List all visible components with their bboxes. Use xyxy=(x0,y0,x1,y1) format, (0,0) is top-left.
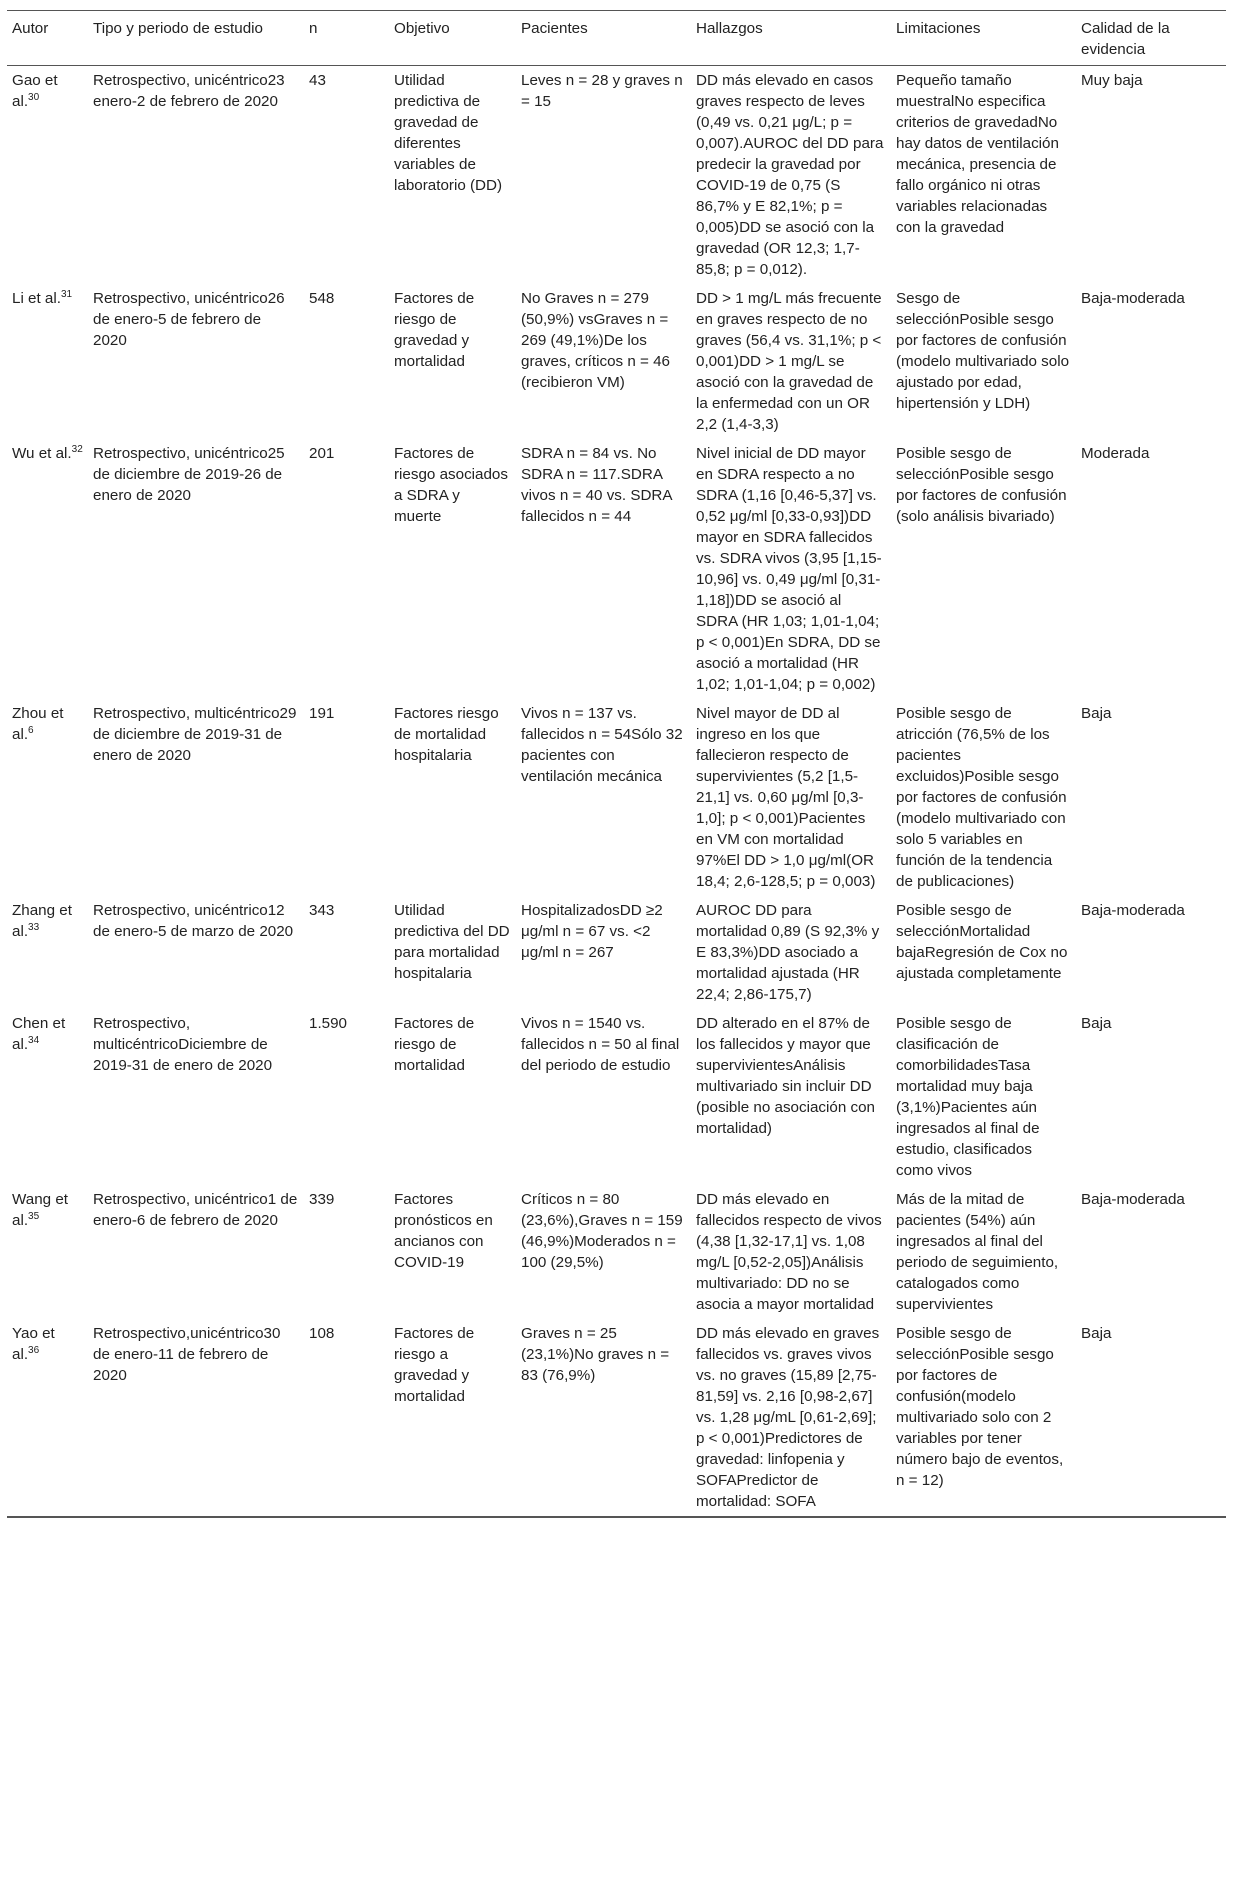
cell-hallazgos: DD alterado en el 87% de los fallecidos y mayor que supervivientesAnálisis multivariado sin incluir DD (posible no asociación con mortalidad) xyxy=(696,1015,875,1137)
cell-autor xyxy=(7,66,88,285)
header-hallazgos: Hallazgos xyxy=(696,20,763,37)
cell-autor xyxy=(7,1319,88,1517)
cell-calidad: Moderada xyxy=(1081,445,1150,462)
reference-number: 32 xyxy=(71,443,83,455)
cell-tipo: Retrospectivo, multicéntrico29 de diciembre de 2019-31 de enero de 2020 xyxy=(93,705,297,764)
cell-calidad: Baja xyxy=(1081,705,1112,722)
cell-calidad: Baja-moderada xyxy=(1081,902,1185,919)
cell-pacientes: Vivos n = 1540 vs. fallecidos n = 50 al final del periodo de estudio xyxy=(521,1015,680,1074)
table-row xyxy=(7,439,1226,699)
cell-objetivo: Factores pronósticos en ancianos con COVID-19 xyxy=(394,1191,493,1271)
cell-calidad: Muy baja xyxy=(1081,72,1143,89)
cell-tipo: Retrospectivo, unicéntrico23 enero-2 de febrero de 2020 xyxy=(93,72,285,110)
reference-number: 34 xyxy=(28,1034,40,1046)
cell-autor xyxy=(7,1009,88,1185)
cell-calidad: Baja-moderada xyxy=(1081,290,1185,307)
cell-pacientes: HospitalizadosDD ≥2 μg/ml n = 67 vs. <2 μg/ml n = 267 xyxy=(521,902,663,961)
cell-limitaciones: Posible sesgo de atricción (76,5% de los pacientes excluidos)Posible sesgo por factores de confusión (modelo multivariado con solo 5 variables en función de la tendencia de publicaciones) xyxy=(896,705,1067,890)
reference-number: 35 xyxy=(28,1210,40,1222)
author-name: Wu et al. xyxy=(12,445,72,462)
header-calidad: Calidad de la evidencia xyxy=(1081,20,1170,58)
cell-tipo: Retrospectivo, unicéntrico25 de diciembre de 2019-26 de enero de 2020 xyxy=(93,445,285,504)
author-name: Wang et al. xyxy=(12,1191,68,1229)
cell-objetivo: Factores de riesgo de mortalidad xyxy=(394,1015,475,1074)
cell-pacientes: SDRA n = 84 vs. No SDRA n = 117.SDRA vivos n = 40 vs. SDRA fallecidos n = 44 xyxy=(521,445,672,525)
cell-pacientes: Graves n = 25 (23,1%)No graves n = 83 (76,9%) xyxy=(521,1325,670,1384)
cell-n: 343 xyxy=(309,902,335,919)
table-row xyxy=(7,1009,1226,1185)
cell-tipo: Retrospectivo, unicéntrico12 de enero-5 de marzo de 2020 xyxy=(93,902,294,940)
cell-calidad: Baja xyxy=(1081,1015,1112,1032)
cell-objetivo: Utilidad predictiva del DD para mortalidad hospitalaria xyxy=(394,902,510,982)
table-header-row xyxy=(7,11,1226,66)
table-row xyxy=(7,66,1226,285)
cell-limitaciones: Pequeño tamaño muestralNo especifica criterios de gravedadNo hay datos de ventilación mecánica, presencia de fallo orgánico ni otras variables relacionadas con la gravedad xyxy=(896,72,1059,236)
cell-tipo: Retrospectivo, multicéntricoDiciembre de 2019-31 de enero de 2020 xyxy=(93,1015,273,1074)
table-row xyxy=(7,1319,1226,1517)
cell-limitaciones: Más de la mitad de pacientes (54%) aún ingresados al final del periodo de seguimiento, catalogados como supervivientes xyxy=(896,1191,1059,1313)
cell-n: 43 xyxy=(309,72,326,89)
header-tipo: Tipo y periodo de estudio xyxy=(93,20,263,37)
reference-number: 36 xyxy=(28,1344,40,1356)
table-row xyxy=(7,1185,1226,1319)
cell-n: 191 xyxy=(309,705,335,722)
cell-calidad: Baja xyxy=(1081,1325,1112,1342)
cell-tipo: Retrospectivo, unicéntrico1 de enero-6 de febrero de 2020 xyxy=(93,1191,298,1229)
author-name: Gao et al. xyxy=(12,72,58,110)
cell-hallazgos: DD más elevado en graves fallecidos vs. graves vivos vs. no graves (15,89 [2,75-81,59] vs. 2,16 [0,98-2,67] vs. 1,28 μg/mL [0,61-2,69]; p < 0,001)Predictores de gravedad: linfopenia y SOFAPredictor de mortalidad: SOFA xyxy=(696,1325,880,1510)
cell-pacientes: Leves n = 28 y graves n = 15 xyxy=(521,72,683,110)
author-name: Zhang et al. xyxy=(12,902,72,940)
header-pacientes: Pacientes xyxy=(521,20,588,37)
cell-n: 1.590 xyxy=(309,1015,348,1032)
table-row xyxy=(7,896,1226,1009)
author-name: Yao et al. xyxy=(12,1325,55,1363)
cell-autor xyxy=(7,284,88,439)
cell-limitaciones: Posible sesgo de selecciónPosible sesgo por factores de confusión (solo análisis bivariado) xyxy=(896,445,1067,525)
cell-hallazgos: DD más elevado en fallecidos respecto de vivos (4,38 [1,32-17,1] vs. 1,08 mg/L [0,52-2,05])Análisis multivariado: DD no se asocia a mayor mortalidad xyxy=(696,1191,882,1313)
cell-hallazgos: DD más elevado en casos graves respecto de leves (0,49 vs. 0,21 μg/L; p = 0,007).AUROC del DD para predecir la gravedad por COVID-19 de 0,75 (S 86,7% y E 82,1%; p = 0,005)DD se asoció con la gravedad (OR 12,3; 1,7-85,8; p = 0,012). xyxy=(696,72,884,278)
header-n: n xyxy=(309,20,318,37)
cell-tipo: Retrospectivo,unicéntrico30 de enero-11 de febrero de 2020 xyxy=(93,1325,281,1384)
cell-autor xyxy=(7,699,88,896)
cell-limitaciones: Posible sesgo de clasificación de comorbilidadesTasa mortalidad muy baja (3,1%)Pacientes aún ingresados al final de estudio, clasificados como vivos xyxy=(896,1015,1040,1179)
table-row xyxy=(7,284,1226,439)
header-limitaciones: Limitaciones xyxy=(896,20,981,37)
author-name: Li et al. xyxy=(12,290,61,307)
reference-number: 6 xyxy=(28,724,34,736)
cell-hallazgos: Nivel mayor de DD al ingreso en los que fallecieron respecto de supervivientes (5,2 [1,5-21,1] vs. 0,60 μg/ml [0,3-1,0]; p < 0,001)Pacientes en VM con mortalidad 97%El DD > 1,0 μg/ml(OR 18,4; 2,6-128,5; p = 0,003) xyxy=(696,705,876,890)
cell-hallazgos: AUROC DD para mortalidad 0,89 (S 92,3% y E 83,3%)DD asociado a mortalidad ajustada (HR 22,4; 2,86-175,7) xyxy=(696,902,880,1003)
cell-limitaciones: Posible sesgo de selecciónMortalidad bajaRegresión de Cox no ajustada completamente xyxy=(896,902,1068,982)
reference-number: 31 xyxy=(60,288,73,300)
cell-hallazgos: DD > 1 mg/L más frecuente en graves respecto de no graves (56,4 vs. 31,1%; p < 0,001)DD > 1 mg/L se asoció con la gravedad de la enfermedad con un OR 2,2 (1,4-3,3) xyxy=(696,290,882,433)
cell-objetivo: Factores de riesgo de gravedad y mortalidad xyxy=(394,290,475,370)
cell-tipo: Retrospectivo, unicéntrico26 de enero-5 de febrero de 2020 xyxy=(93,290,285,349)
cell-autor xyxy=(7,439,88,699)
cell-pacientes: Vivos n = 137 vs. fallecidos n = 54Sólo 32 pacientes con ventilación mecánica xyxy=(521,705,683,785)
evidence-table xyxy=(7,10,1226,1518)
cell-calidad: Baja-moderada xyxy=(1081,1191,1185,1208)
cell-autor xyxy=(7,896,88,1009)
cell-autor xyxy=(7,1185,88,1319)
header-autor: Autor xyxy=(12,20,49,37)
cell-n: 339 xyxy=(309,1191,335,1208)
cell-limitaciones: Sesgo de selecciónPosible sesgo por factores de confusión (modelo multivariado solo ajustado por edad, hipertensión y LDH) xyxy=(896,290,1070,412)
cell-objetivo: Utilidad predictiva de gravedad de diferentes variables de laboratorio (DD) xyxy=(394,72,503,194)
cell-n: 548 xyxy=(309,290,335,307)
cell-objetivo: Factores riesgo de mortalidad hospitalaria xyxy=(394,705,499,764)
author-name: Zhou et al. xyxy=(12,705,64,743)
cell-hallazgos: Nivel inicial de DD mayor en SDRA respecto a no SDRA (1,16 [0,46-5,37] vs. 0,52 μg/ml [0,33-0,93])DD mayor en SDRA fallecidos vs. SDRA vivos (3,95 [1,15-10,96] vs. 0,49 μg/ml [0,31-1,18])DD se asoció al SDRA (HR 1,03; 1,01-1,04; p < 0,001)En SDRA, DD se asoció a mortalidad (HR 1,02; 1,01-1,04; p = 0,002) xyxy=(696,445,882,693)
cell-pacientes: No Graves n = 279 (50,9%) vsGraves n = 269 (49,1%)De los graves, críticos n = 46 (recibieron VM) xyxy=(521,290,670,391)
header-objetivo: Objetivo xyxy=(394,20,450,37)
author-name: Chen et al. xyxy=(12,1015,66,1053)
cell-n: 201 xyxy=(309,445,335,462)
cell-n: 108 xyxy=(309,1325,335,1342)
evidence-table-container xyxy=(7,10,1226,1518)
reference-number: 30 xyxy=(28,91,40,103)
cell-objetivo: Factores de riesgo asociados a SDRA y muerte xyxy=(394,445,508,525)
cell-limitaciones: Posible sesgo de selecciónPosible sesgo por factores de confusión(modelo multivariado solo con 2 variables por tener número bajo de eventos, n = 12) xyxy=(896,1325,1064,1489)
table-row xyxy=(7,699,1226,896)
cell-objetivo: Factores de riesgo a gravedad y mortalidad xyxy=(394,1325,475,1405)
cell-pacientes: Críticos n = 80 (23,6%),Graves n = 159 (46,9%)Moderados n = 100 (29,5%) xyxy=(521,1191,683,1271)
reference-number: 33 xyxy=(28,921,40,933)
